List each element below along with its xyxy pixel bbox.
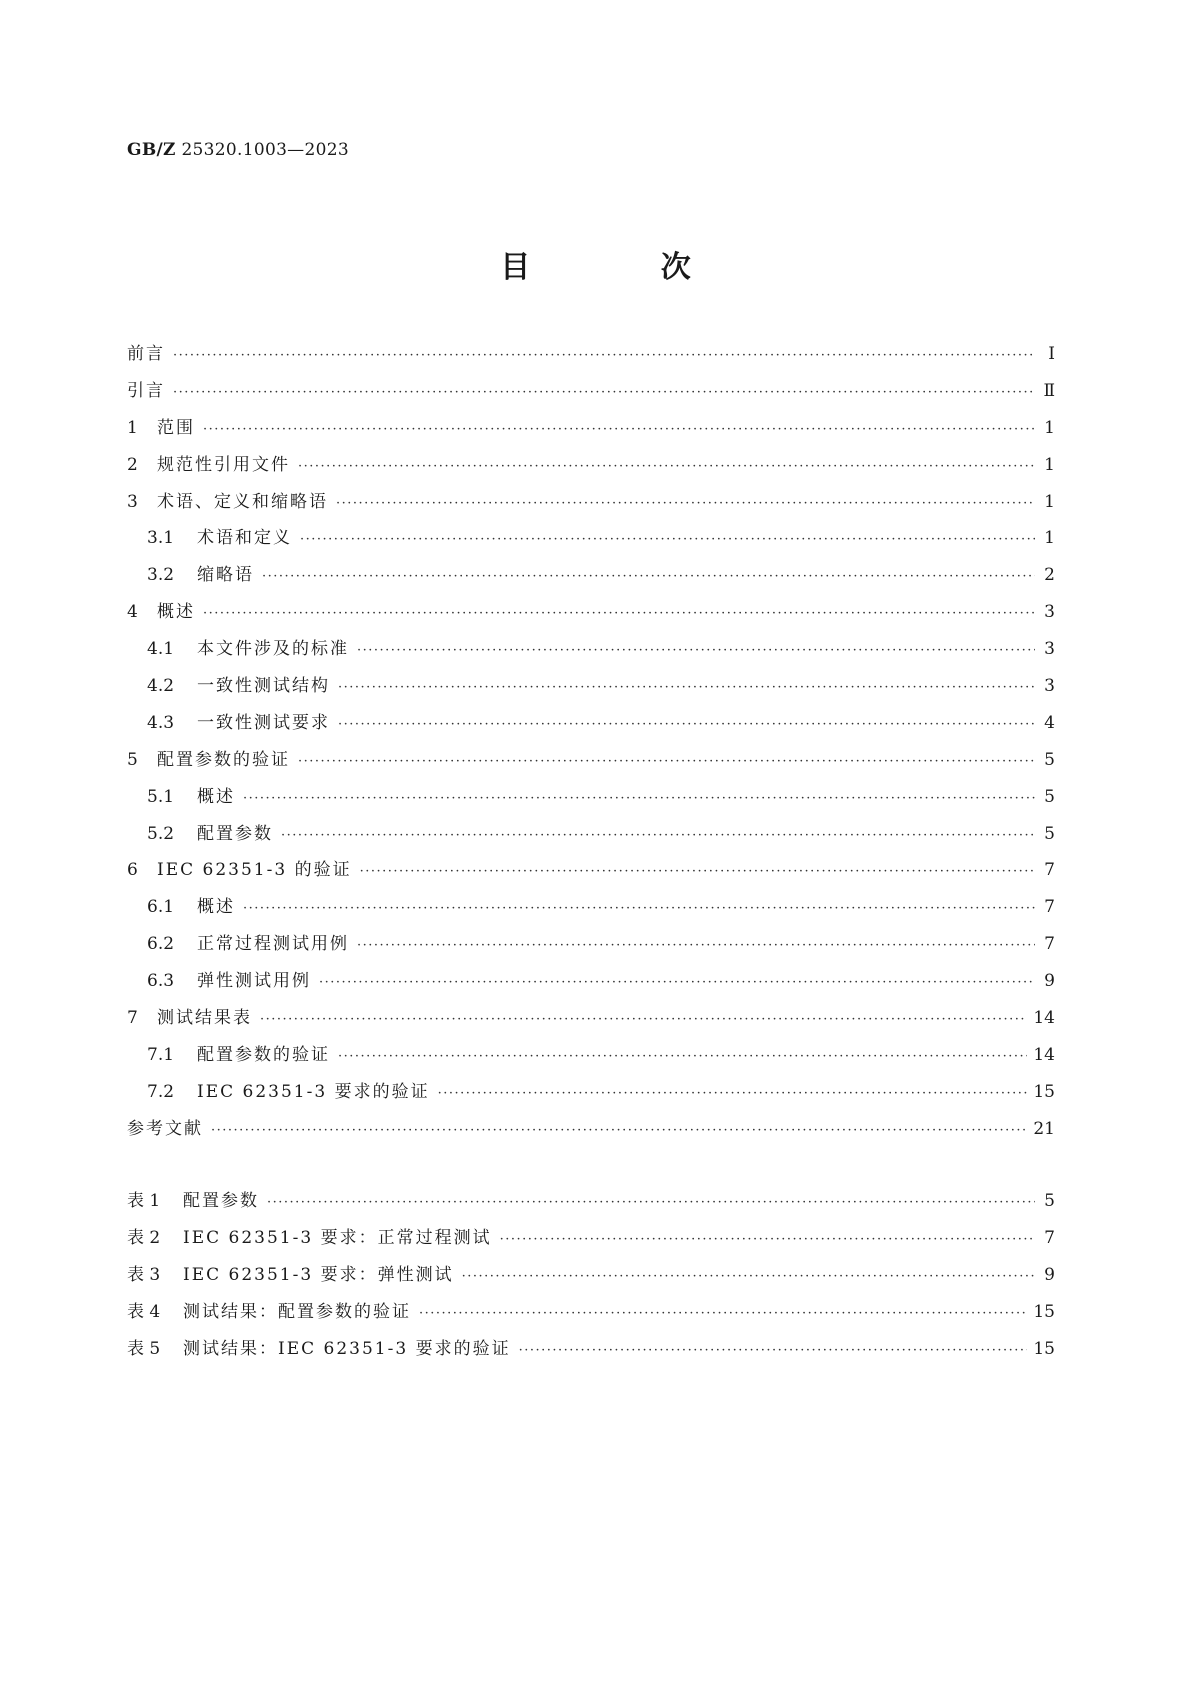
toc-entry[interactable] [127, 708, 1055, 745]
section-number: 3.1 [147, 528, 175, 549]
toc-entry[interactable] [127, 1040, 1055, 1077]
toc-entry[interactable] [127, 450, 1055, 487]
section-number: 6 [127, 860, 138, 881]
dot-leader [173, 385, 1035, 400]
dot-leader [338, 680, 1035, 695]
section-number: 4.3 [147, 712, 175, 733]
page-number: Ⅱ [1043, 380, 1055, 401]
section-number: 5.1 [147, 786, 175, 807]
dot-leader [267, 1195, 1035, 1210]
section-title: 缩略语 [197, 565, 254, 586]
toc-entry[interactable] [127, 1114, 1055, 1151]
toc-entry[interactable] [127, 819, 1055, 856]
dot-leader [260, 1012, 1027, 1027]
section-title: 测试结果表 [157, 1008, 252, 1029]
page-number: 9 [1044, 971, 1055, 992]
section-number: 7.2 [147, 1081, 175, 1102]
section-title: 配置参数 [197, 823, 273, 844]
section-number: 5.2 [147, 823, 175, 844]
section-number: 7 [127, 1008, 138, 1029]
table-title: 测试结果：IEC 62351-3 要求的验证 [183, 1338, 511, 1359]
table-title: IEC 62351-3 要求：弹性测试 [183, 1264, 454, 1285]
table-list-entry[interactable] [127, 1186, 1055, 1223]
section-title: 概述 [197, 897, 235, 918]
dot-leader [338, 717, 1035, 732]
dot-leader [243, 791, 1035, 806]
dot-leader [357, 938, 1035, 953]
dot-leader [319, 975, 1035, 990]
toc-entry[interactable] [127, 523, 1055, 560]
section-title: 前言 [127, 344, 165, 364]
dot-leader [203, 606, 1035, 621]
page-number: 15 [1033, 1301, 1055, 1322]
dot-leader [360, 864, 1035, 879]
list-of-tables [127, 1186, 1055, 1370]
section-number: 3.2 [147, 565, 175, 586]
table-list-entry[interactable] [127, 1223, 1055, 1260]
toc-entry[interactable] [127, 745, 1055, 782]
section-title: 一致性测试结构 [197, 676, 330, 697]
section-number: 4.1 [147, 639, 175, 660]
page-number: 7 [1044, 897, 1055, 918]
section-title: 参考文献 [127, 1118, 203, 1139]
toc-entry[interactable] [127, 892, 1055, 929]
section-title: 一致性测试要求 [197, 712, 330, 733]
table-title: 测试结果：配置参数的验证 [183, 1301, 411, 1322]
section-title: 配置参数的验证 [157, 749, 290, 770]
section-number: 2 [127, 454, 138, 475]
toc-entry[interactable] [127, 339, 1055, 376]
toc-entry[interactable] [127, 966, 1055, 1003]
table-list-entry[interactable] [127, 1334, 1055, 1371]
section-title: 规范性引用文件 [157, 454, 290, 475]
table-title: IEC 62351-3 要求：正常过程测试 [183, 1227, 492, 1248]
document-code [127, 140, 349, 160]
dot-leader [243, 901, 1035, 916]
table-number: 表 3 [127, 1264, 161, 1285]
section-title: IEC 62351-3 的验证 [157, 860, 352, 881]
dot-leader [298, 754, 1035, 769]
page-number: 3 [1044, 676, 1055, 697]
page-number: 5 [1044, 823, 1055, 844]
dot-leader [357, 643, 1035, 658]
page-number: 5 [1044, 1191, 1055, 1211]
dot-leader [262, 569, 1035, 584]
page-number: 2 [1044, 565, 1055, 586]
page-number: 5 [1044, 786, 1055, 807]
section-number: 4.2 [147, 676, 175, 697]
section-number: 6.2 [147, 934, 175, 955]
dot-leader [298, 459, 1035, 474]
page-number: 1 [1044, 454, 1055, 475]
page-number: Ⅰ [1048, 344, 1055, 364]
page-number: 21 [1033, 1118, 1055, 1139]
page-number: 7 [1044, 1227, 1055, 1248]
page-number: 15 [1033, 1338, 1055, 1359]
dot-leader [300, 532, 1035, 547]
section-title: 正常过程测试用例 [197, 934, 349, 955]
section-title: IEC 62351-3 要求的验证 [197, 1081, 430, 1102]
section-number: 7.1 [147, 1044, 175, 1065]
toc-entry[interactable] [127, 560, 1055, 597]
table-number: 表 4 [127, 1301, 161, 1322]
section-number: 3 [127, 491, 138, 512]
page-number: 9 [1044, 1264, 1055, 1285]
page-number: 7 [1044, 934, 1055, 955]
dot-leader [336, 496, 1035, 511]
page-title: 目 次 [500, 250, 751, 285]
toc-entry[interactable] [127, 1077, 1055, 1114]
dot-leader [462, 1269, 1035, 1284]
dot-leader [438, 1086, 1028, 1101]
table-number: 表 1 [127, 1191, 161, 1211]
table-number: 表 5 [127, 1338, 161, 1359]
page-number: 5 [1044, 749, 1055, 770]
dot-leader [281, 828, 1035, 843]
section-title: 术语、定义和缩略语 [157, 491, 328, 512]
table-of-contents [127, 339, 1055, 1151]
table-list-entry[interactable] [127, 1260, 1055, 1297]
section-title: 概述 [197, 786, 235, 807]
section-number: 1 [127, 417, 138, 438]
page-number: 15 [1033, 1081, 1055, 1102]
section-title: 术语和定义 [197, 528, 292, 549]
section-number: 4 [127, 602, 138, 623]
section-title: 本文件涉及的标准 [197, 639, 349, 660]
toc-entry[interactable] [127, 487, 1055, 524]
section-number: 6.1 [147, 897, 175, 918]
dot-leader [500, 1232, 1035, 1247]
section-title: 概述 [157, 602, 195, 623]
toc-entry[interactable] [127, 413, 1055, 450]
dot-leader [338, 1049, 1027, 1064]
page-number: 14 [1033, 1008, 1055, 1029]
page-number: 14 [1033, 1044, 1055, 1065]
document-code-prefix: GB/Z [127, 140, 176, 160]
toc-entry[interactable] [127, 1003, 1055, 1040]
dot-leader [211, 1123, 1027, 1138]
document-code-number: 25320.1003—2023 [181, 140, 349, 160]
toc-entry[interactable] [127, 929, 1055, 966]
page-number: 3 [1044, 602, 1055, 623]
toc-entry[interactable] [127, 671, 1055, 708]
table-list-entry[interactable] [127, 1297, 1055, 1334]
toc-entry[interactable] [127, 855, 1055, 892]
dot-leader [419, 1306, 1027, 1321]
page-number: 1 [1044, 491, 1055, 512]
toc-entry[interactable] [127, 597, 1055, 634]
section-title: 弹性测试用例 [197, 971, 311, 992]
dot-leader [519, 1343, 1028, 1358]
page-number: 7 [1044, 860, 1055, 881]
toc-entry[interactable] [127, 634, 1055, 671]
section-title: 范围 [157, 417, 195, 438]
section-number: 6.3 [147, 971, 175, 992]
page-number: 3 [1044, 639, 1055, 660]
toc-entry[interactable] [127, 376, 1055, 413]
table-number: 表 2 [127, 1227, 161, 1248]
page-number: 1 [1044, 528, 1055, 549]
table-title: 配置参数 [183, 1191, 259, 1211]
dot-leader [173, 348, 1035, 363]
dot-leader [203, 422, 1035, 437]
section-title: 配置参数的验证 [197, 1044, 330, 1065]
page-number: 4 [1044, 712, 1055, 733]
section-title: 引言 [127, 380, 165, 401]
toc-entry[interactable] [127, 782, 1055, 819]
page-number: 1 [1044, 417, 1055, 438]
section-number: 5 [127, 749, 138, 770]
